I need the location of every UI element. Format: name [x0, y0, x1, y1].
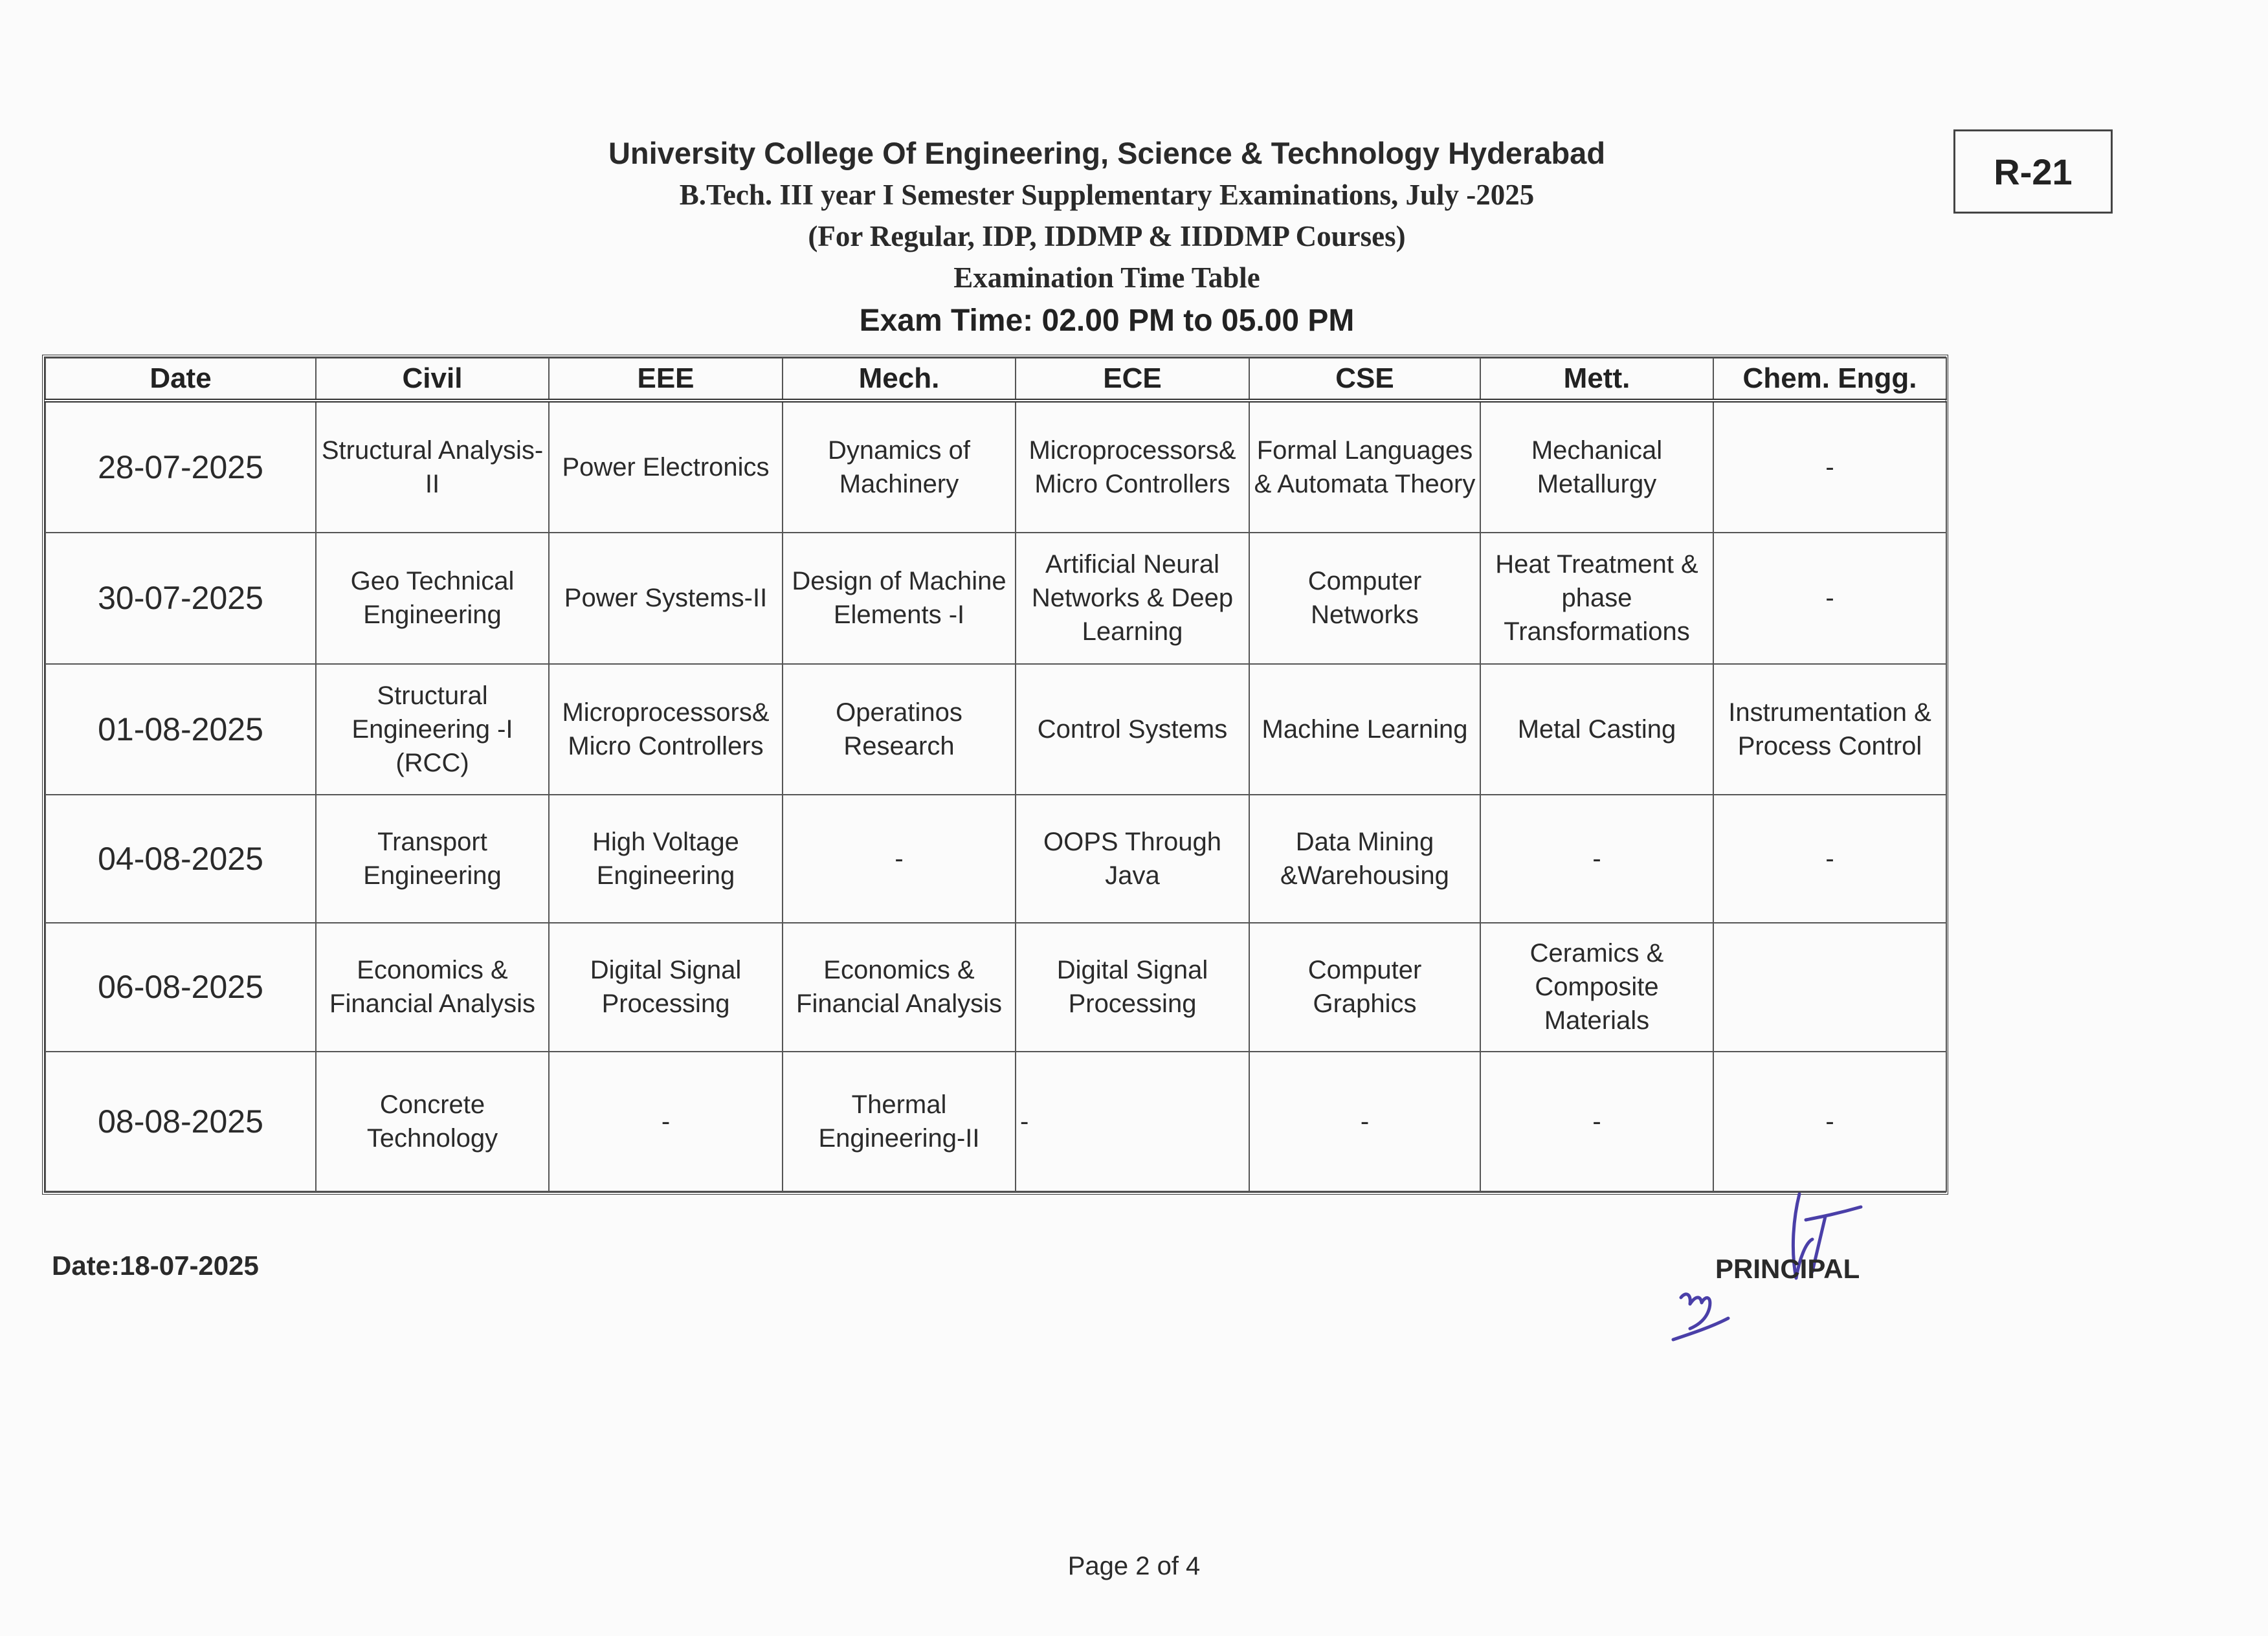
eee-cell: Microprocessors& Micro Controllers: [549, 664, 783, 795]
page-number: Page 2 of 4: [1067, 1552, 1201, 1580]
cse-cell: -: [1249, 1052, 1480, 1191]
timetable: [45, 357, 1947, 1192]
ece-cell: Microprocessors& Micro Controllers: [1016, 401, 1249, 533]
chem-cell: -: [1713, 795, 1946, 923]
chem-cell: -: [1713, 533, 1946, 663]
eee-cell: Power Systems-II: [549, 533, 783, 663]
university-name: University College Of Engineering, Science & Technology Hyderabad: [608, 136, 1606, 170]
courses-line: (For Regular, IDP, IDDMP & IIDDMP Courses): [808, 220, 1406, 252]
chem-cell: [1713, 923, 1946, 1051]
mech-cell: Dynamics of Machinery: [783, 401, 1016, 533]
date-cell: 28-07-2025: [45, 401, 316, 533]
eee-cell: -: [549, 1052, 783, 1191]
column-header-mech: Mech.: [783, 358, 1016, 401]
mett-cell: -: [1480, 1052, 1713, 1191]
document-header: [453, 133, 1761, 342]
date-cell: 04-08-2025: [45, 795, 316, 923]
civil-cell: Concrete Technology: [316, 1052, 549, 1191]
mett-cell: Metal Casting: [1480, 664, 1713, 795]
cse-cell: Computer Graphics: [1249, 923, 1480, 1051]
table-row: [45, 795, 1946, 923]
eee-cell: Digital Signal Processing: [549, 923, 783, 1051]
civil-cell: Geo Technical Engineering: [316, 533, 549, 663]
eee-cell: Power Electronics: [549, 401, 783, 533]
column-header-mett: Mett.: [1480, 358, 1713, 401]
issue-date: Date:18-07-2025: [52, 1250, 259, 1281]
date-cell: 08-08-2025: [45, 1052, 316, 1191]
column-header-civil: Civil: [316, 358, 549, 401]
civil-cell: Economics & Financial Analysis: [316, 923, 549, 1051]
mett-cell: Heat Treatment & phase Transformations: [1480, 533, 1713, 663]
date-cell: 01-08-2025: [45, 664, 316, 795]
civil-cell: Structural Analysis-II: [316, 401, 549, 533]
mech-cell: -: [783, 795, 1016, 923]
regulation-box: R-21: [1953, 129, 2113, 214]
document-title: Examination Time Table: [953, 261, 1260, 294]
ece-cell: Digital Signal Processing: [1016, 923, 1249, 1051]
timetable-frame: [42, 355, 1948, 1195]
mech-cell: Thermal Engineering-II: [783, 1052, 1016, 1191]
column-header-eee: EEE: [549, 358, 783, 401]
table-row: [45, 664, 1946, 795]
mett-cell: Mechanical Metallurgy: [1480, 401, 1713, 533]
civil-cell: Structural Engineering -I (RCC): [316, 664, 549, 795]
column-header-ece: ECE: [1016, 358, 1249, 401]
table-row: [45, 1052, 1946, 1191]
ece-cell: -: [1016, 1052, 1249, 1191]
date-cell: 06-08-2025: [45, 923, 316, 1051]
table-row: [45, 533, 1946, 663]
column-header-date: Date: [45, 358, 316, 401]
eee-cell: High Voltage Engineering: [549, 795, 783, 923]
cse-cell: Data Mining &Warehousing: [1249, 795, 1480, 923]
column-header-cse: CSE: [1249, 358, 1480, 401]
exam-description: B.Tech. III year I Semester Supplementary Examinations, July -2025: [679, 179, 1535, 211]
principal-label: PRINCIPAL: [1715, 1254, 1860, 1284]
mett-cell: -: [1480, 795, 1713, 923]
chem-cell: -: [1713, 1052, 1946, 1191]
cse-cell: Formal Languages & Automata Theory: [1249, 401, 1480, 533]
mech-cell: Economics & Financial Analysis: [783, 923, 1016, 1051]
chem-cell: -: [1713, 401, 1946, 533]
exam-time: Exam Time: 02.00 PM to 05.00 PM: [859, 304, 1355, 338]
mett-cell: Ceramics & Composite Materials: [1480, 923, 1713, 1051]
ece-cell: Artificial Neural Networks & Deep Learning: [1016, 533, 1249, 663]
date-cell: 30-07-2025: [45, 533, 316, 663]
header-row: [45, 358, 1946, 401]
cse-cell: Computer Networks: [1249, 533, 1480, 663]
table-row: [45, 401, 1946, 533]
civil-cell: Transport Engineering: [316, 795, 549, 923]
table-row: [45, 923, 1946, 1051]
ece-cell: OOPS Through Java: [1016, 795, 1249, 923]
mech-cell: Operatinos Research: [783, 664, 1016, 795]
chem-cell: Instrumentation & Process Control: [1713, 664, 1946, 795]
mech-cell: Design of Machine Elements -I: [783, 533, 1016, 663]
cse-cell: Machine Learning: [1249, 664, 1480, 795]
column-header-chem: Chem. Engg.: [1713, 358, 1946, 401]
ece-cell: Control Systems: [1016, 664, 1249, 795]
